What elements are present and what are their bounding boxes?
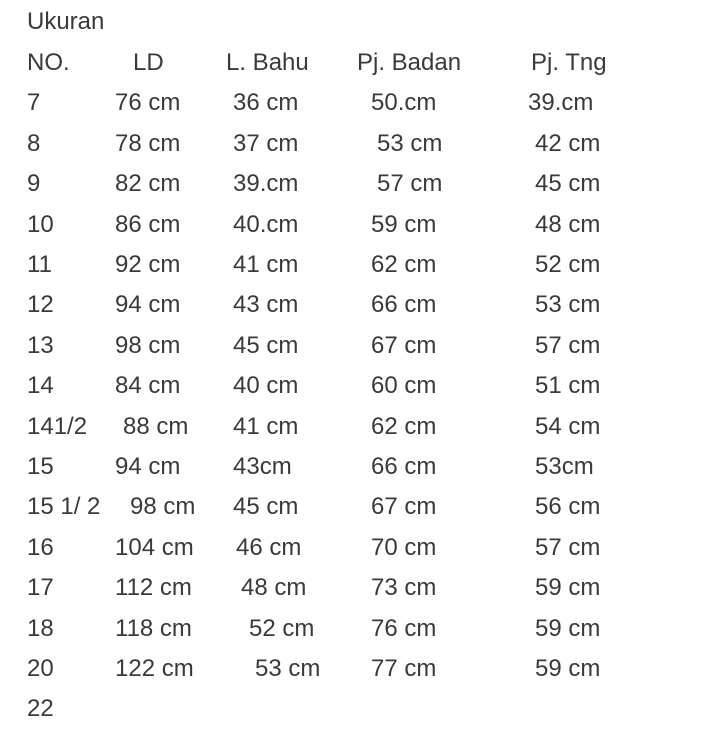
cell-pj-badan: 76 cm bbox=[371, 615, 437, 642]
cell-l-bahu: 41 cm bbox=[233, 413, 299, 440]
cell-no: 17 bbox=[27, 574, 54, 601]
cell-l-bahu: 43 cm bbox=[233, 291, 299, 318]
cell-pj-tng: 57 cm bbox=[535, 534, 601, 561]
cell-pj-tng: 57 cm bbox=[535, 332, 601, 359]
cell-l-bahu: 39.cm bbox=[233, 170, 299, 197]
cell-pj-badan: 62 cm bbox=[371, 251, 437, 278]
cell-no: 12 bbox=[27, 291, 54, 318]
cell-l-bahu: 52 cm bbox=[249, 615, 315, 642]
cell-l-bahu: 37 cm bbox=[233, 130, 299, 157]
cell-no: 7 bbox=[27, 89, 41, 116]
table-row bbox=[0, 330, 726, 370]
cell-pj-badan: 59 cm bbox=[371, 211, 437, 238]
cell-pj-tng: 53 cm bbox=[535, 291, 601, 318]
cell-no: 20 bbox=[27, 655, 54, 682]
table-row bbox=[0, 532, 726, 572]
header-pj-tng: Pj. Tng bbox=[531, 49, 607, 76]
table-row bbox=[0, 653, 726, 693]
cell-l-bahu: 40 cm bbox=[233, 372, 299, 399]
cell-no: 15 bbox=[27, 453, 54, 480]
cell-l-bahu: 41 cm bbox=[233, 251, 299, 278]
cell-pj-badan: 50.cm bbox=[371, 89, 437, 116]
cell-pj-badan: 67 cm bbox=[371, 493, 437, 520]
header-no: NO. bbox=[27, 49, 70, 76]
cell-l-bahu: 46 cm bbox=[236, 534, 302, 561]
table-row bbox=[0, 693, 726, 733]
cell-pj-badan: 77 cm bbox=[371, 655, 437, 682]
table-row bbox=[0, 370, 726, 410]
page-title: Ukuran bbox=[27, 8, 105, 35]
cell-no: 14 bbox=[27, 372, 54, 399]
cell-ld: 82 cm bbox=[115, 170, 181, 197]
cell-l-bahu: 53 cm bbox=[255, 655, 321, 682]
cell-pj-tng: 53cm bbox=[535, 453, 594, 480]
cell-no: 9 bbox=[27, 170, 41, 197]
cell-ld: 92 cm bbox=[115, 251, 181, 278]
cell-ld: 76 cm bbox=[115, 89, 181, 116]
cell-no: 8 bbox=[27, 130, 41, 157]
cell-ld: 78 cm bbox=[115, 130, 181, 157]
cell-pj-tng: 59 cm bbox=[535, 574, 601, 601]
cell-ld: 104 cm bbox=[115, 534, 194, 561]
cell-pj-badan: 66 cm bbox=[371, 291, 437, 318]
cell-no: 13 bbox=[27, 332, 54, 359]
cell-ld: 112 cm bbox=[115, 574, 192, 601]
table-row bbox=[0, 289, 726, 329]
cell-no: 11 bbox=[27, 251, 52, 278]
table-row bbox=[0, 128, 726, 168]
cell-pj-tng: 59 cm bbox=[535, 615, 601, 642]
table-row bbox=[0, 87, 726, 127]
cell-no: 15 1/ 2 bbox=[27, 493, 101, 520]
cell-ld: 122 cm bbox=[115, 655, 194, 682]
cell-pj-tng: 56 cm bbox=[535, 493, 601, 520]
cell-no: 22 bbox=[27, 695, 54, 722]
table-row bbox=[0, 411, 726, 451]
cell-pj-tng: 59 cm bbox=[535, 655, 601, 682]
cell-pj-tng: 48 cm bbox=[535, 211, 601, 238]
cell-pj-badan: 62 cm bbox=[371, 413, 437, 440]
cell-pj-badan: 53 cm bbox=[377, 130, 443, 157]
table-row bbox=[0, 451, 726, 491]
cell-no: 10 bbox=[27, 211, 54, 238]
cell-ld: 98 cm bbox=[115, 332, 181, 359]
table-row bbox=[0, 572, 726, 612]
cell-l-bahu: 36 cm bbox=[233, 89, 299, 116]
header-ld: LD bbox=[133, 49, 164, 76]
cell-ld: 88 cm bbox=[123, 413, 189, 440]
cell-pj-tng: 42 cm bbox=[535, 130, 601, 157]
table-row bbox=[0, 209, 726, 249]
table-row bbox=[0, 249, 726, 289]
cell-l-bahu: 43cm bbox=[233, 453, 292, 480]
table-header-row bbox=[0, 47, 726, 87]
cell-pj-badan: 60 cm bbox=[371, 372, 437, 399]
cell-pj-badan: 73 cm bbox=[371, 574, 437, 601]
cell-pj-tng: 54 cm bbox=[535, 413, 601, 440]
cell-no: 16 bbox=[27, 534, 54, 561]
cell-l-bahu: 45 cm bbox=[233, 493, 299, 520]
cell-ld: 94 cm bbox=[115, 291, 181, 318]
cell-ld: 98 cm bbox=[130, 493, 196, 520]
cell-l-bahu: 40.cm bbox=[233, 211, 299, 238]
cell-pj-tng: 45 cm bbox=[535, 170, 601, 197]
cell-l-bahu: 45 cm bbox=[233, 332, 299, 359]
cell-l-bahu: 48 cm bbox=[241, 574, 307, 601]
cell-no: 141/2 bbox=[27, 413, 88, 440]
cell-ld: 84 cm bbox=[115, 372, 181, 399]
cell-ld: 94 cm bbox=[115, 453, 181, 480]
cell-pj-badan: 67 cm bbox=[371, 332, 437, 359]
cell-pj-tng: 52 cm bbox=[535, 251, 601, 278]
cell-no: 18 bbox=[27, 615, 54, 642]
cell-pj-badan: 57 cm bbox=[377, 170, 443, 197]
header-l-bahu: L. Bahu bbox=[226, 49, 309, 76]
table-row bbox=[0, 168, 726, 208]
cell-ld: 118 cm bbox=[115, 615, 192, 642]
table-row bbox=[0, 613, 726, 653]
cell-pj-tng: 39.cm bbox=[528, 89, 594, 116]
cell-pj-badan: 70 cm bbox=[371, 534, 437, 561]
cell-pj-tng: 51 cm bbox=[535, 372, 601, 399]
table-row bbox=[0, 491, 726, 531]
cell-pj-badan: 66 cm bbox=[371, 453, 437, 480]
cell-ld: 86 cm bbox=[115, 211, 181, 238]
header-pj-badan: Pj. Badan bbox=[357, 49, 462, 76]
